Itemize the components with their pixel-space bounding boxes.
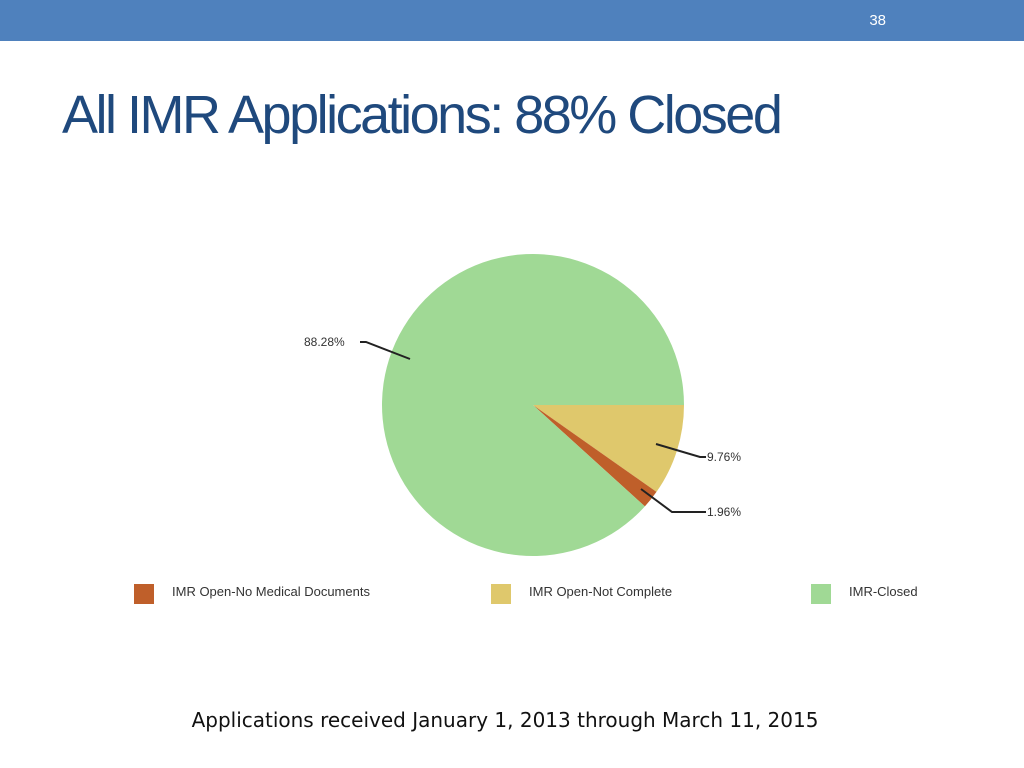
data-label: 1.96% (707, 505, 742, 519)
legend-swatch (491, 584, 511, 604)
pie-slices (382, 254, 684, 556)
slide-number: 38 (869, 12, 886, 29)
legend-label: IMR Open-Not Complete (529, 584, 673, 599)
page-title: All IMR Applications: 88% Closed (62, 85, 781, 145)
pie-slice-imr-closed (382, 254, 684, 556)
legend-swatch (134, 584, 154, 604)
data-label: 9.76% (707, 450, 742, 464)
legend-label: IMR Open-No Medical Documents (172, 584, 370, 599)
chart-legend (0, 580, 1024, 608)
legend-label: IMR-Closed (849, 584, 918, 599)
footnote: Applications received January 1, 2013 through March 11, 2015 (191, 708, 819, 732)
legend-swatch (811, 584, 831, 604)
data-label: 88.28% (304, 335, 345, 349)
